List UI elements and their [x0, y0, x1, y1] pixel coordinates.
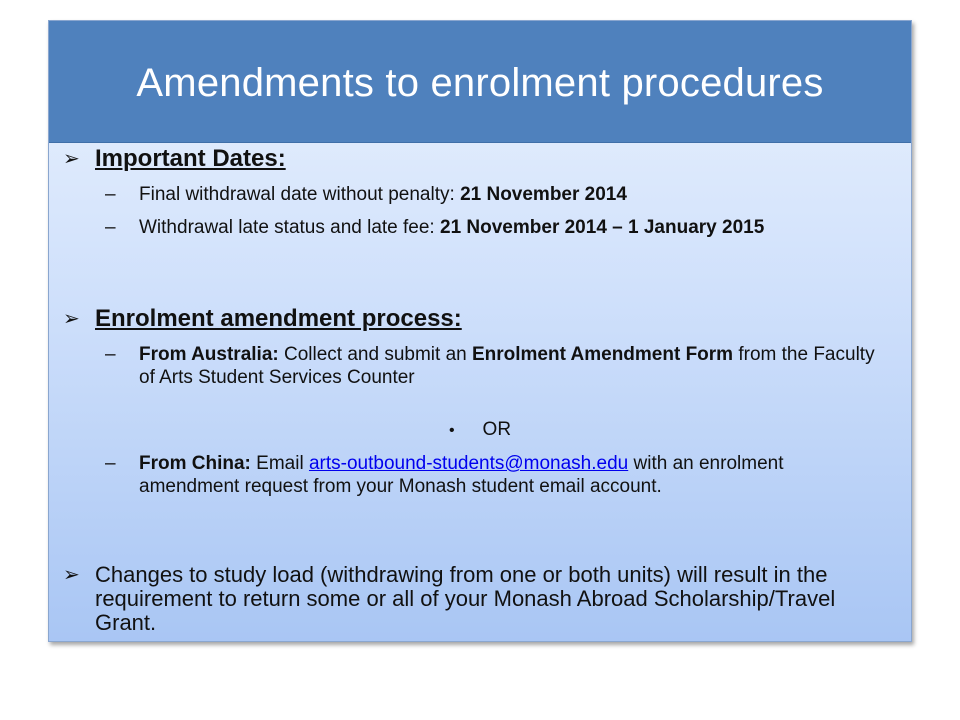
dash-bullet-icon: – — [105, 217, 116, 238]
dash-bullet-icon: – — [105, 184, 116, 205]
enrolment-amendment-heading: ➢ Enrolment amendment process: — [63, 305, 462, 332]
dash-bullet-icon: – — [105, 453, 116, 474]
dash-bullet-icon: – — [105, 344, 116, 365]
arrowhead-bullet-icon: ➢ — [63, 148, 80, 170]
slide-content-box — [48, 20, 912, 642]
process-item-china: – From China: Email arts-outbound-students@monash.edu with an enrolment amendment request from your Monash student email account. — [105, 453, 784, 497]
email-link[interactable]: arts-outbound-students@monash.edu — [308, 453, 629, 474]
arrowhead-bullet-icon: ➢ — [63, 564, 80, 586]
slide-title: Amendments to enrolment procedures — [136, 61, 824, 105]
date-item-final-withdrawal: – Final withdrawal date without penalty: 21 November 2014 — [105, 184, 627, 205]
date-item-late-status: – Withdrawal late status and late fee: 21 November 2014 – 1 January 2015 — [105, 217, 765, 238]
study-load-note: ➢ Changes to study load (withdrawing from one or both units) will result in the requirement to return some or all of your Monash Abroad Scholarship/Travel Grant. — [63, 562, 836, 635]
dot-bullet-icon: • — [448, 422, 455, 439]
arrowhead-bullet-icon: ➢ — [63, 308, 80, 330]
or-separator: • OR — [448, 419, 512, 440]
process-item-australia: – From Australia: Collect and submit an Enrolment Amendment Form from the Faculty of Arts Student Services Counter — [105, 344, 875, 388]
important-dates-heading: ➢ Important Dates: — [63, 145, 286, 172]
title-bar — [49, 21, 911, 143]
